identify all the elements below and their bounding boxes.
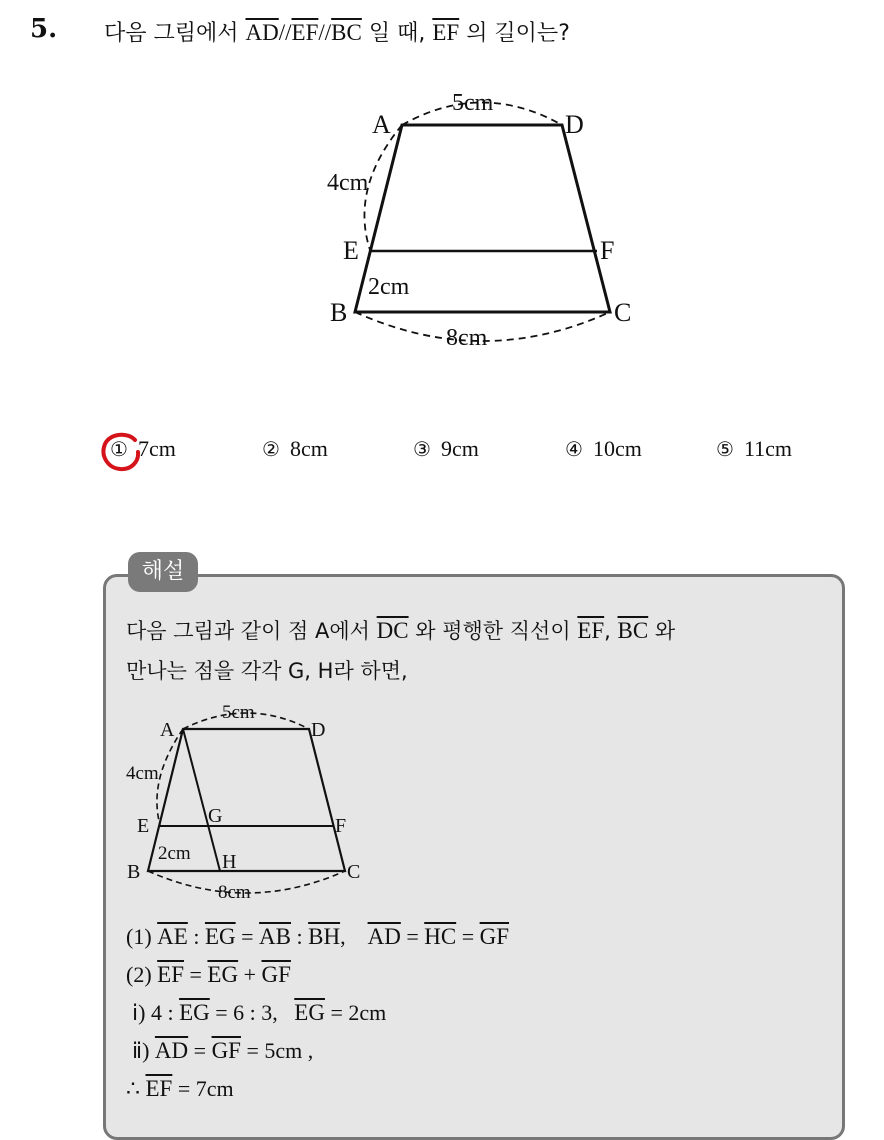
eq1-ab: $\overline{AB}$ xyxy=(259,924,291,949)
eq5-post: = 7cm xyxy=(177,1076,234,1101)
choice-4-text: 10cm xyxy=(592,436,642,461)
question-prefix: 다음 그림에서 xyxy=(104,21,239,46)
eq5-therefore: ∴ xyxy=(126,1076,140,1101)
solution-segment-bc: $\overline{BC}$ xyxy=(617,618,649,643)
equation-4 xyxy=(132,1038,313,1064)
solution-line-2: 만나는 점을 각각 G, H라 하면, xyxy=(126,659,408,683)
eq4-equals: = xyxy=(193,1038,207,1063)
label-b-2: B xyxy=(127,861,141,883)
eq1-colon-2: : xyxy=(296,924,303,949)
label-a-2: A xyxy=(160,719,175,741)
choice-5-text: 11cm xyxy=(743,436,792,461)
label-d-2: D xyxy=(311,719,326,741)
choice-2-text: 8cm xyxy=(289,436,328,461)
eq2-plus: + xyxy=(243,962,257,987)
label-d: D xyxy=(565,110,584,139)
label-b: B xyxy=(330,298,348,327)
dim-top-2: 5cm xyxy=(222,702,255,723)
equation-1 xyxy=(126,924,509,950)
solution-line-1-d: 와 xyxy=(654,619,676,643)
eq1-equals: = xyxy=(241,924,254,949)
eq3-eg: $\overline{EG}$ xyxy=(179,1000,210,1025)
eq1-colon-1: : xyxy=(193,924,200,949)
solution-line-1-b: 와 평행한 직선이 xyxy=(415,619,571,643)
eq4-gf: $\overline{GF}$ xyxy=(211,1038,241,1063)
dim-eb: 2cm xyxy=(368,274,410,300)
eq1-equals-3: = xyxy=(461,924,475,949)
label-f-2: F xyxy=(335,815,347,837)
eq1-ad: $\overline{AD}$ xyxy=(367,924,401,949)
label-e: E xyxy=(343,236,359,265)
parallel-sign-2: // xyxy=(318,20,332,45)
question-mid: 일 때, xyxy=(368,21,426,46)
choice-2-mark: ② xyxy=(262,437,280,461)
equation-3 xyxy=(132,1000,386,1026)
segment-ef: $\overline{EF}$ xyxy=(291,20,319,45)
label-h-2: H xyxy=(222,851,237,873)
dim-ae: 4cm xyxy=(327,170,369,196)
eq3-mid: = 6 : 3, xyxy=(215,1000,278,1025)
choice-4-mark: ④ xyxy=(565,437,583,461)
eq2-eg: $\overline{EG}$ xyxy=(207,962,239,987)
parallel-sign-1: // xyxy=(278,20,292,45)
choice-1-mark: ① xyxy=(110,437,128,461)
label-c-2: C xyxy=(347,861,361,883)
eq1-comma: , xyxy=(340,924,346,949)
eq5-ef: $\overline{EF}$ xyxy=(145,1076,173,1101)
eq1-eg: $\overline{EG}$ xyxy=(204,924,236,949)
segment-ad: $\overline{AD}$ xyxy=(245,20,279,45)
segment-ef-2: $\overline{EF}$ xyxy=(432,20,460,45)
label-a: A xyxy=(372,110,391,139)
label-g-2: G xyxy=(208,805,223,827)
solution-tab: 해설 xyxy=(128,552,198,592)
eq1-equals-2: = xyxy=(406,924,419,949)
eq2-ef: $\overline{EF}$ xyxy=(157,962,184,987)
question-number: 5. xyxy=(30,14,58,44)
dim-eb-2: 2cm xyxy=(158,843,191,864)
eq3-pre: 4 : xyxy=(150,1000,174,1025)
question-suffix: 의 길이는? xyxy=(466,21,570,46)
eq1-hc: $\overline{HC}$ xyxy=(424,924,457,949)
solution-segment-ef: $\overline{EF}$ xyxy=(577,618,605,643)
label-f: F xyxy=(600,236,615,265)
equation-4-number: ⅱ) xyxy=(132,1038,150,1063)
solution-segment-dc: $\overline{DC}$ xyxy=(376,618,409,643)
equation-1-number: (1) xyxy=(126,924,152,949)
eq1-ae: $\overline{AE}$ xyxy=(157,924,188,949)
eq4-post: = 5cm , xyxy=(246,1038,314,1063)
label-e-2: E xyxy=(137,815,150,837)
eq3-post: = 2cm xyxy=(330,1000,387,1025)
dim-bottom-2: 8cm xyxy=(218,882,251,903)
eq2-equals: = xyxy=(189,962,202,987)
eq4-ad: $\overline{AD}$ xyxy=(154,1038,189,1063)
dim-bottom: 8cm xyxy=(446,325,488,351)
eq1-bh: $\overline{BH}$ xyxy=(308,924,341,949)
choice-1-text: 7cm xyxy=(137,436,176,461)
choice-5-mark: ⑤ xyxy=(716,437,734,461)
label-c: C xyxy=(614,298,632,327)
dim-top: 5cm xyxy=(452,90,494,116)
equation-2-number: (2) xyxy=(126,962,152,987)
equation-3-number: ⅰ) xyxy=(132,1000,146,1025)
eq3-eg-2: $\overline{EG}$ xyxy=(294,1000,325,1025)
eq1-gf: $\overline{GF}$ xyxy=(479,924,510,949)
segment-bc: $\overline{BC}$ xyxy=(331,20,362,45)
choice-3-text: 9cm xyxy=(440,436,479,461)
equation-5 xyxy=(126,1076,234,1102)
solution-line-1-a: 다음 그림과 같이 점 A에서 xyxy=(126,619,370,643)
eq2-gf: $\overline{GF}$ xyxy=(261,962,291,987)
equation-2 xyxy=(126,962,291,988)
choice-3-mark: ③ xyxy=(413,437,431,461)
solution-line-1-c: , xyxy=(604,619,611,643)
dim-ae-2: 4cm xyxy=(126,763,159,784)
